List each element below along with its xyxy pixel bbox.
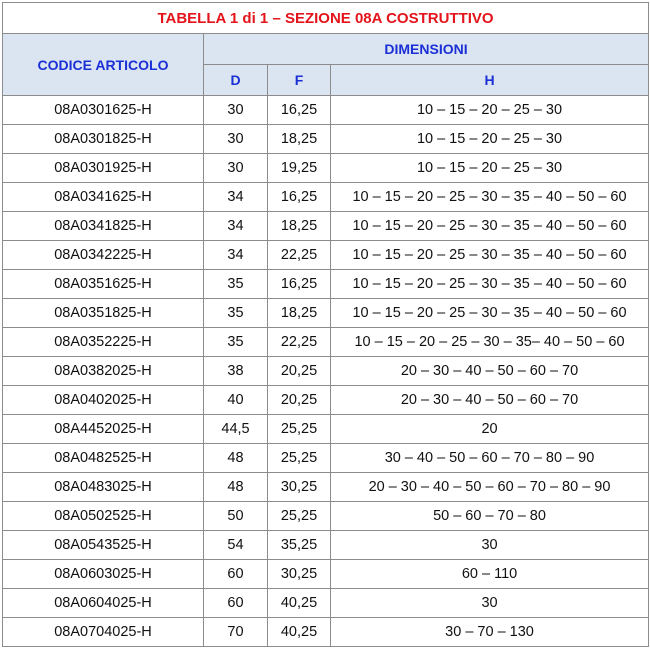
cell-f: 30,25 xyxy=(268,560,331,589)
cell-d: 48 xyxy=(204,473,268,502)
cell-h: 10 – 15 – 20 – 25 – 30 xyxy=(331,96,649,125)
table-row xyxy=(3,618,649,647)
cell-code: 08A4452025-H xyxy=(3,415,204,444)
cell-d: 40 xyxy=(204,386,268,415)
cell-d: 38 xyxy=(204,357,268,386)
table-row xyxy=(3,183,649,212)
cell-f: 25,25 xyxy=(268,415,331,444)
cell-f: 25,25 xyxy=(268,444,331,473)
cell-code: 08A0351625-H xyxy=(3,270,204,299)
table-row xyxy=(3,415,649,444)
cell-d: 50 xyxy=(204,502,268,531)
cell-f: 20,25 xyxy=(268,357,331,386)
cell-h: 10 – 15 – 20 – 25 – 30 – 35 – 40 – 50 – 60 xyxy=(331,299,649,328)
cell-h: 20 – 30 – 40 – 50 – 60 – 70 xyxy=(331,357,649,386)
cell-d: 60 xyxy=(204,589,268,618)
cell-d: 60 xyxy=(204,560,268,589)
table-row xyxy=(3,328,649,357)
table-row xyxy=(3,212,649,241)
cell-h: 10 – 15 – 20 – 25 – 30 – 35– 40 – 50 – 60 xyxy=(331,328,649,357)
cell-h: 20 – 30 – 40 – 50 – 60 – 70 xyxy=(331,386,649,415)
header-h: H xyxy=(331,65,649,96)
cell-code: 08A0352225-H xyxy=(3,328,204,357)
table-row xyxy=(3,96,649,125)
table-row xyxy=(3,473,649,502)
cell-f: 22,25 xyxy=(268,328,331,357)
header-f: F xyxy=(268,65,331,96)
cell-h: 30 xyxy=(331,531,649,560)
cell-code: 08A0351825-H xyxy=(3,299,204,328)
cell-code: 08A0341825-H xyxy=(3,212,204,241)
cell-h: 60 – 110 xyxy=(331,560,649,589)
dimensions-table xyxy=(2,2,649,647)
table-row xyxy=(3,444,649,473)
cell-code: 08A0704025-H xyxy=(3,618,204,647)
table-row xyxy=(3,589,649,618)
table-row xyxy=(3,560,649,589)
cell-f: 22,25 xyxy=(268,241,331,270)
cell-f: 40,25 xyxy=(268,589,331,618)
cell-code: 08A0342225-H xyxy=(3,241,204,270)
table-row xyxy=(3,125,649,154)
cell-code: 08A0483025-H xyxy=(3,473,204,502)
cell-f: 19,25 xyxy=(268,154,331,183)
cell-h: 10 – 15 – 20 – 25 – 30 xyxy=(331,154,649,183)
cell-h: 10 – 15 – 20 – 25 – 30 – 35 – 40 – 50 – 60 xyxy=(331,212,649,241)
cell-d: 54 xyxy=(204,531,268,560)
cell-code: 08A0603025-H xyxy=(3,560,204,589)
cell-f: 40,25 xyxy=(268,618,331,647)
cell-code: 08A0382025-H xyxy=(3,357,204,386)
cell-d: 34 xyxy=(204,241,268,270)
cell-code: 08A0543525-H xyxy=(3,531,204,560)
table-row xyxy=(3,270,649,299)
table-row xyxy=(3,299,649,328)
cell-d: 34 xyxy=(204,183,268,212)
cell-code: 08A0301825-H xyxy=(3,125,204,154)
cell-h: 30 – 70 – 130 xyxy=(331,618,649,647)
table-row xyxy=(3,531,649,560)
cell-h: 10 – 15 – 20 – 25 – 30 xyxy=(331,125,649,154)
cell-code: 08A0301925-H xyxy=(3,154,204,183)
table-row xyxy=(3,241,649,270)
cell-h: 10 – 15 – 20 – 25 – 30 – 35 – 40 – 50 – 60 xyxy=(331,183,649,212)
cell-h: 30 – 40 – 50 – 60 – 70 – 80 – 90 xyxy=(331,444,649,473)
cell-code: 08A0402025-H xyxy=(3,386,204,415)
header-code: CODICE ARTICOLO xyxy=(3,34,204,96)
cell-f: 35,25 xyxy=(268,531,331,560)
cell-h: 30 xyxy=(331,589,649,618)
cell-d: 35 xyxy=(204,328,268,357)
table-title: TABELLA 1 di 1 – SEZIONE 08A COSTRUTTIVO xyxy=(3,3,649,34)
cell-h: 10 – 15 – 20 – 25 – 30 – 35 – 40 – 50 – 60 xyxy=(331,241,649,270)
cell-h: 50 – 60 – 70 – 80 xyxy=(331,502,649,531)
cell-d: 48 xyxy=(204,444,268,473)
table-row xyxy=(3,154,649,183)
cell-d: 34 xyxy=(204,212,268,241)
cell-d: 30 xyxy=(204,96,268,125)
cell-d: 30 xyxy=(204,154,268,183)
cell-f: 16,25 xyxy=(268,270,331,299)
cell-d: 44,5 xyxy=(204,415,268,444)
cell-code: 08A0482525-H xyxy=(3,444,204,473)
cell-f: 18,25 xyxy=(268,125,331,154)
cell-code: 08A0301625-H xyxy=(3,96,204,125)
cell-f: 16,25 xyxy=(268,183,331,212)
cell-f: 16,25 xyxy=(268,96,331,125)
header-d: D xyxy=(204,65,268,96)
cell-h: 10 – 15 – 20 – 25 – 30 – 35 – 40 – 50 – 60 xyxy=(331,270,649,299)
cell-d: 30 xyxy=(204,125,268,154)
cell-h: 20 – 30 – 40 – 50 – 60 – 70 – 80 – 90 xyxy=(331,473,649,502)
table-row xyxy=(3,502,649,531)
table-row xyxy=(3,357,649,386)
cell-f: 18,25 xyxy=(268,212,331,241)
cell-f: 30,25 xyxy=(268,473,331,502)
cell-f: 18,25 xyxy=(268,299,331,328)
cell-d: 70 xyxy=(204,618,268,647)
header-dimensions: DIMENSIONI xyxy=(204,34,649,65)
cell-code: 08A0502525-H xyxy=(3,502,204,531)
cell-d: 35 xyxy=(204,299,268,328)
cell-d: 35 xyxy=(204,270,268,299)
table-row xyxy=(3,386,649,415)
table-frame xyxy=(2,2,648,661)
cell-h: 20 xyxy=(331,415,649,444)
cell-f: 20,25 xyxy=(268,386,331,415)
cell-code: 08A0341625-H xyxy=(3,183,204,212)
cell-f: 25,25 xyxy=(268,502,331,531)
cell-code: 08A0604025-H xyxy=(3,589,204,618)
